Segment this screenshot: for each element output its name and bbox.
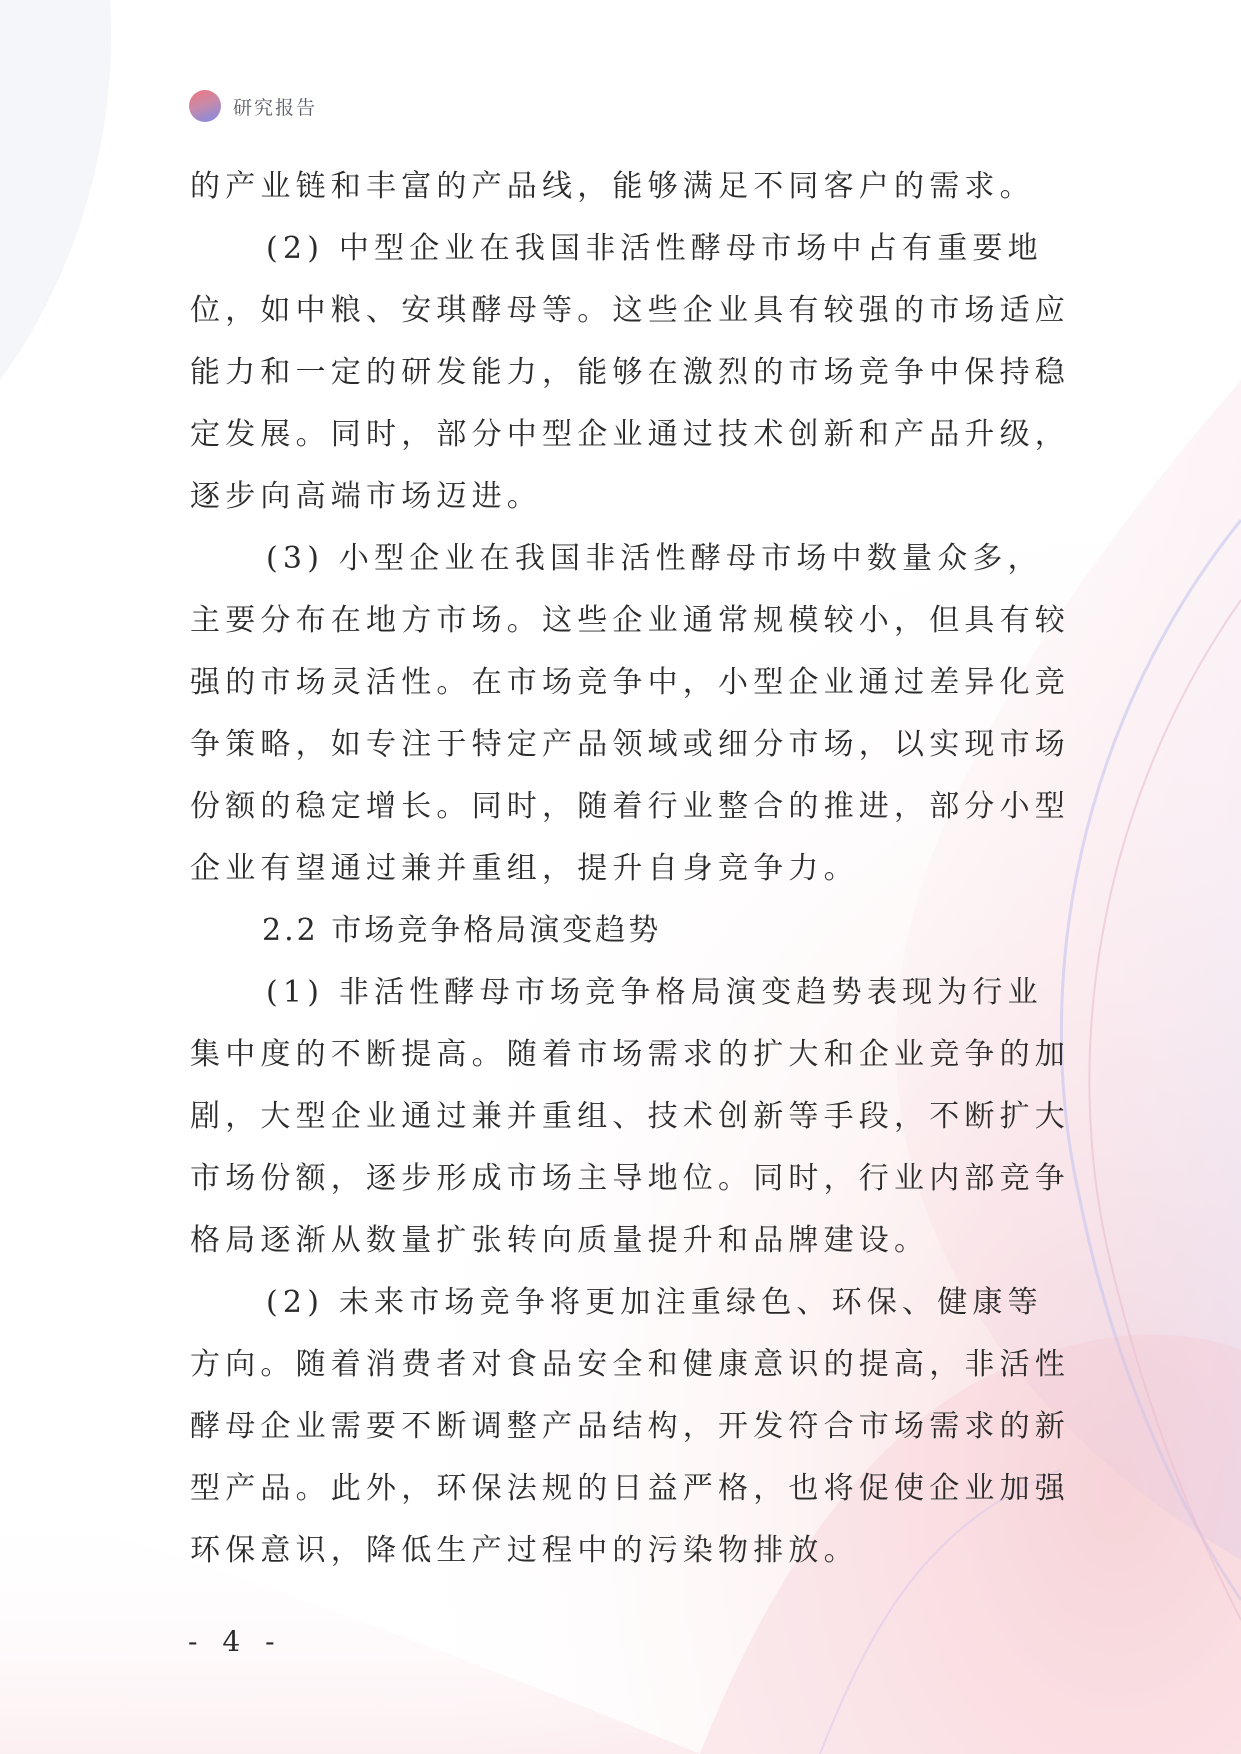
paragraph-medium-enterprises: (2) 中型企业在我国非活性酵母市场中占有重要地位，如中粮、安琪酵母等。这些企业具有较强的市场适应能力和一定的研发能力，能够在激烈的市场竞争中保持稳定发展。同时，部分中型企业通过技术创新和产品升级，逐步向高端市场迈进。 bbox=[190, 231, 1070, 514]
paragraph-green-trend: (2) 未来市场竞争将更加注重绿色、环保、健康等方向。随着消费者对食品安全和健康意识的提高，非活性酵母企业需要不断调整产品结构，开发符合市场需求的新型产品。此外，环保法规的日益严格，也将促使企业加强环保意识，降低生产过程中的污染物排放。 bbox=[190, 1285, 1070, 1568]
header-title: 研究报告 bbox=[233, 96, 318, 119]
document-body bbox=[190, 156, 1070, 1582]
paragraph-continuation: 的产业链和丰富的产品线，能够满足不同客户的需求。 bbox=[190, 169, 1035, 204]
report-header bbox=[189, 89, 317, 123]
section-heading: 2.2 市场竞争格局演变趋势 bbox=[262, 913, 662, 948]
paragraph-concentration-trend: (1) 非活性酵母市场竞争格局演变趋势表现为行业集中度的不断提高。随着市场需求的扩大和企业竞争的加剧，大型企业通过兼并重组、技术创新等手段，不断扩大市场份额，逐步形成市场主导地位。同时，行业内部竞争格局逐渐从数量扩张转向质量提升和品牌建设。 bbox=[190, 975, 1070, 1258]
page-number: - 4 - bbox=[188, 1625, 283, 1658]
logo-icon bbox=[189, 90, 221, 122]
paragraph-small-enterprises: (3) 小型企业在我国非活性酵母市场中数量众多，主要分布在地方市场。这些企业通常规模较小，但具有较强的市场灵活性。在市场竞争中，小型企业通过差异化竞争策略，如专注于特定产品领域或细分市场，以实现市场份额的稳定增长。同时，随着行业整合的推进，部分小型企业有望通过兼并重组，提升自身竞争力。 bbox=[190, 541, 1070, 886]
